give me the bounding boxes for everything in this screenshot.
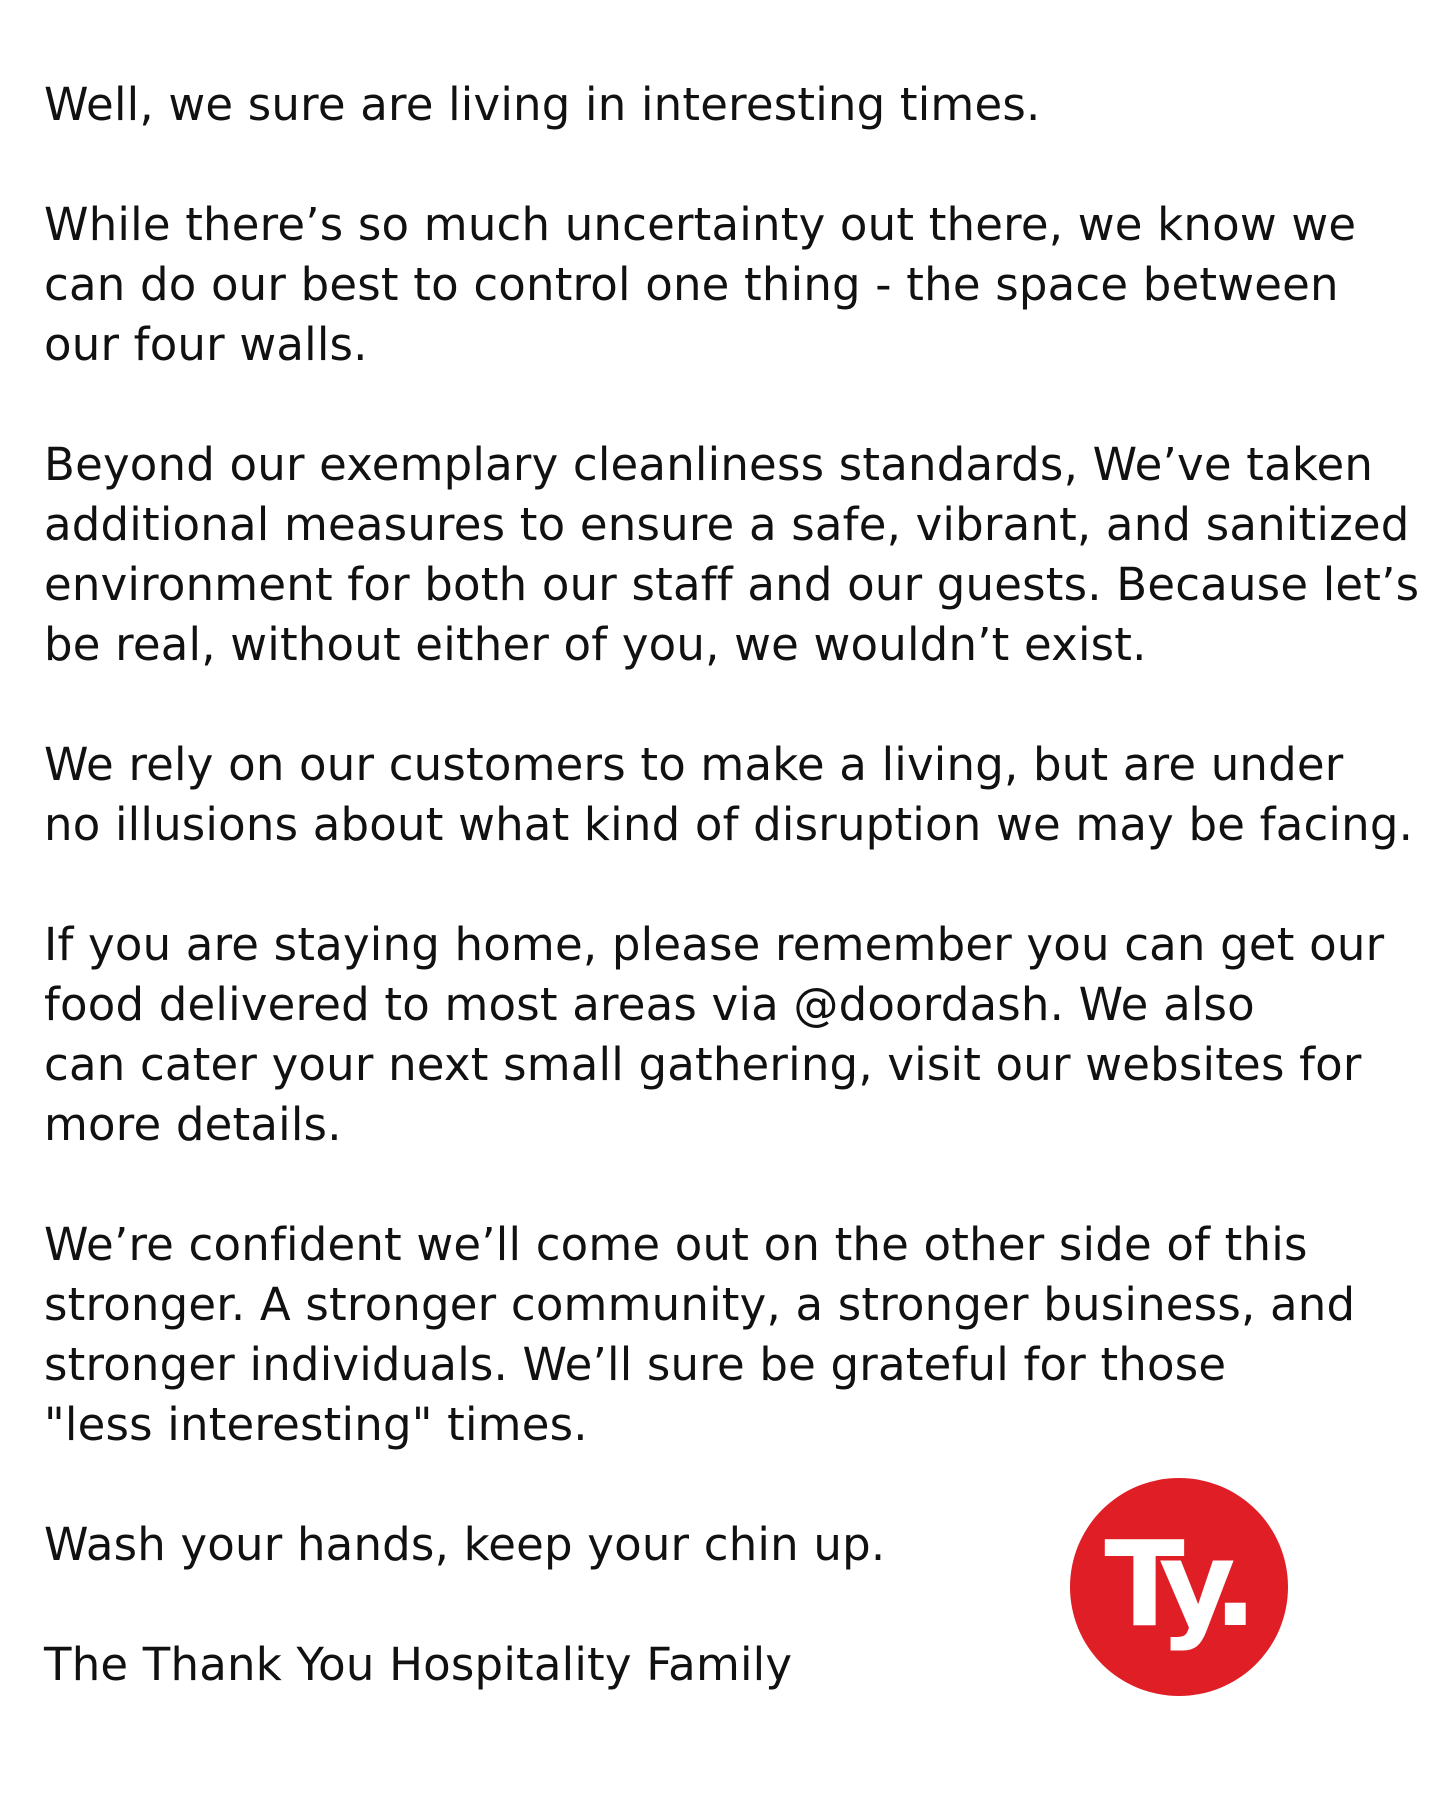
text-line: stronger. A stronger community, a stronger business, and <box>44 1278 1356 1331</box>
ty-logo <box>1070 1478 1288 1696</box>
text-line: be real, without either of you, we wouldn’t exist. <box>44 618 1147 671</box>
text-line: environment for both our staff and our guests. Because let’s <box>44 558 1420 611</box>
text-line: Beyond our exemplary cleanliness standards, We’ve taken <box>44 438 1374 491</box>
text-line: can cater your next small gathering, visit our websites for <box>44 1038 1362 1091</box>
paragraph-delivery <box>44 915 1384 1155</box>
text-line: While there’s so much uncertainty out there, we know we <box>44 198 1357 251</box>
text-line: Wash your hands, keep your chin up. <box>44 1518 886 1571</box>
text-line: more details. <box>44 1098 342 1151</box>
paragraph-wash-hands <box>44 1515 885 1575</box>
paragraph-cleanliness <box>44 435 1419 675</box>
text-line: no illusions about what kind of disruption we may be facing. <box>44 798 1414 851</box>
text-line: We’re confident we’ll come out on the other side of this <box>44 1218 1308 1271</box>
paragraph-uncertainty <box>44 195 1356 375</box>
text-line: food delivered to most areas via @doordash. We also <box>44 978 1255 1031</box>
signature <box>44 1635 792 1695</box>
text-line: stronger individuals. We’ll sure be grateful for those <box>44 1338 1227 1391</box>
text-line: "less interesting" times. <box>44 1398 588 1451</box>
text-line: additional measures to ensure a safe, vibrant, and sanitized <box>44 498 1410 551</box>
paragraph-confidence <box>44 1215 1355 1455</box>
paragraph-customers <box>44 735 1413 855</box>
text-line: our four walls. <box>44 318 368 371</box>
text-line: We rely on our customers to make a living, but are under <box>44 738 1344 791</box>
text-line: Well, we sure are living in interesting times. <box>44 78 1041 131</box>
text-line: The Thank You Hospitality Family <box>44 1638 793 1691</box>
paragraph-greeting <box>44 75 1041 135</box>
text-line: can do our best to control one thing - the space between <box>44 258 1339 311</box>
logo-text: Ty. <box>1104 1515 1246 1653</box>
text-line: If you are staying home, please remember you can get our <box>44 918 1385 971</box>
